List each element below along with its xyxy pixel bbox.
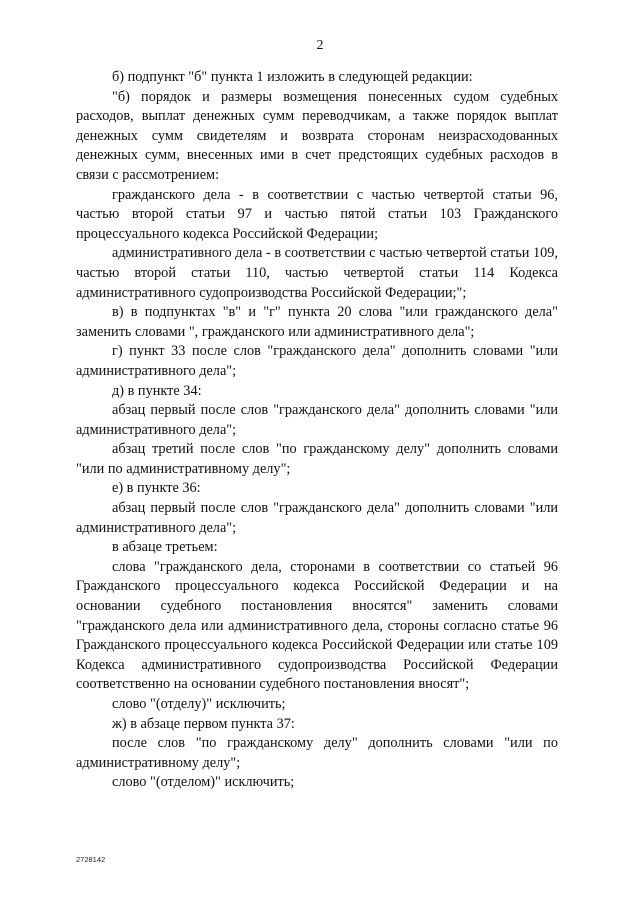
paragraph: слово "(отделом)" исключить; <box>112 774 295 791</box>
paragraph: абзац третий после слов "по гражданскому делу" дополнить словами "или по административному делу"; <box>76 441 558 477</box>
paragraph: б) подпункт "б" пункта 1 изложить в следующей редакции: <box>112 69 473 85</box>
paragraph: абзац первый после слов "гражданского дела" дополнить словами "или административного дела"; <box>76 500 558 536</box>
paragraph: в абзаце третьем: <box>112 539 218 556</box>
paragraph: д) в пункте 34: <box>112 382 202 399</box>
paragraph: г) пункт 33 после слов "гражданского дела" дополнить словами "или административного дела"; <box>76 343 558 379</box>
paragraph: слова "гражданского дела, сторонами в соответствии со статьей 96 Гражданского процессуального кодекса Российской Федерации и на основании судебного постановления вносятся" заменить словами "гражданского дела или административного дела, стороны согласно статье 96 Гражданского процессуального кодекса Российской Федерации или статье 109 Кодекса административного судопроизводства Российской Федерации соответственно на основании судебного постановления вносят"; <box>76 558 558 693</box>
paragraph: "б) порядок и размеры возмещения понесенных судом судебных расходов, выплат денежных сумм переводчикам, а также порядок выплат денежных сумм свидетелям и возврата сторонам неизрасходованных денежных сумм, внесенных ими в счет предстоящих судебных расходов в связи с рассмотрением: <box>76 88 558 183</box>
paragraph: административного дела - в соответствии с частью четвертой статьи 109, частью второй статьи 110, частью четвертой статьи 114 Кодекса административного судопроизводства Российской Федерации;"; <box>76 245 558 301</box>
page-number: 2 <box>316 38 324 53</box>
document-code: 2728142 <box>76 855 106 864</box>
paragraph: ж) в абзаце первом пункта 37: <box>112 715 295 732</box>
paragraph: е) в пункте 36: <box>112 480 201 497</box>
paragraph: в) в подпунктах "в" и "г" пункта 20 слова "или гражданского дела" заменить словами ", гражданского или административного дела"; <box>76 304 558 340</box>
document-body <box>76 68 558 793</box>
paragraph: гражданского дела - в соответствии с частью четвертой статьи 96, частью второй статьи 97 и частью пятой статьи 103 Гражданского процессуального кодекса Российской Федерации; <box>76 186 558 242</box>
paragraph: слово "(отделу)" исключить; <box>112 696 286 712</box>
paragraph: после слов "по гражданскому делу" дополнить словами "или по административному делу"; <box>76 735 558 771</box>
paragraph: абзац первый после слов "гражданского дела" дополнить словами "или административного дела"; <box>76 402 558 438</box>
